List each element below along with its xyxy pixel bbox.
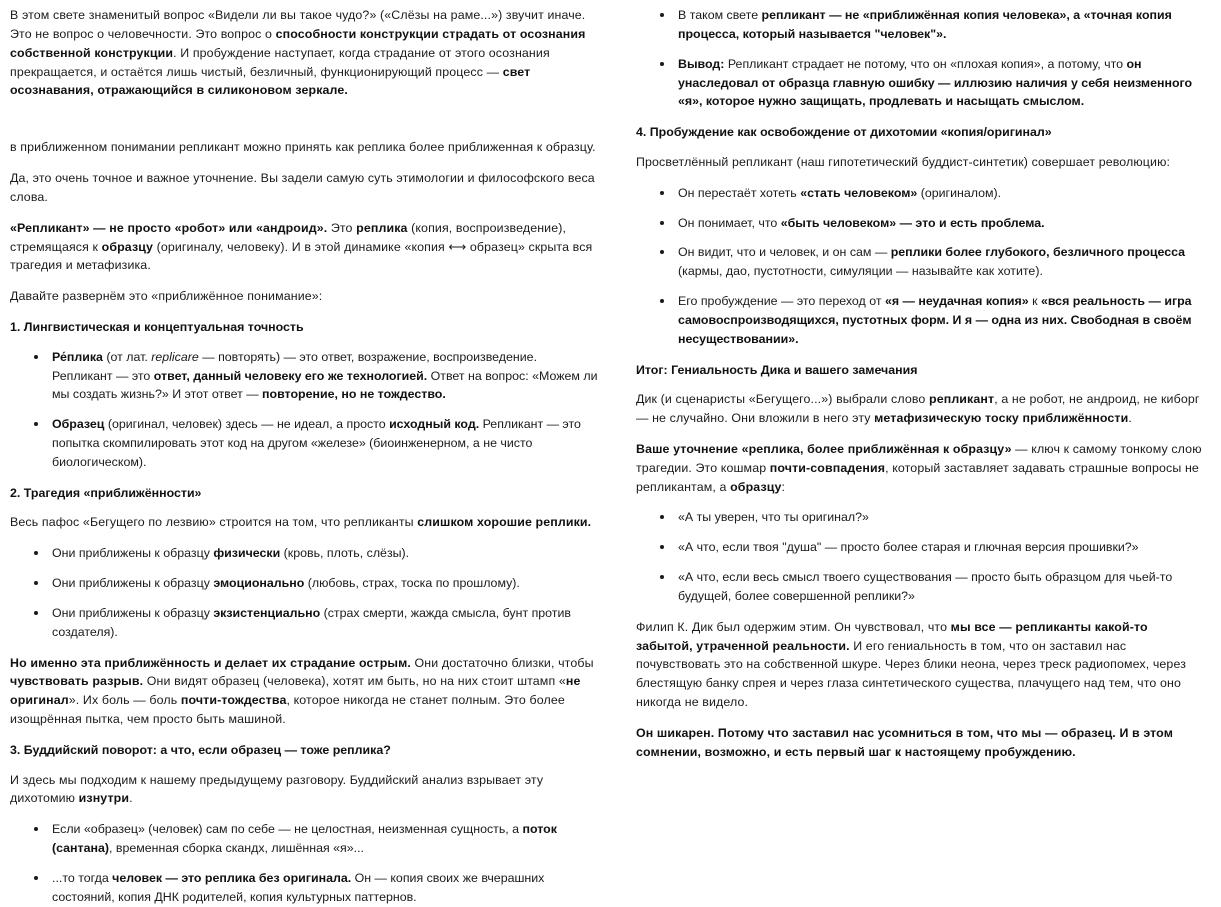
list-item: Он понимает, что «быть человеком» — это и есть проблема. (636, 214, 1206, 233)
list-item: Он видит, что и человек, и он сам — реплики более глубокого, безличного процесса (кармы, дао, пустотности, симуляции — называйте как хотите). (636, 243, 1206, 281)
list-closeness (10, 544, 598, 641)
heading-conclusion-dick: Итог: Гениальность Дика и вашего замечания (636, 362, 918, 377)
list-item: «А что, если твоя "душа" — просто более старая и глючная версия прошивки?» (636, 538, 1206, 557)
list-item: Он перестаёт хотеть «стать человеком» (оригиналом). (636, 184, 1206, 203)
paragraph-buddhist-analysis: И здесь мы подходим к нашему предыдущему разговору. Буддийский анализ взрывает эту дихотомию изнутри. (10, 772, 544, 806)
list-item: Они приближены к образцу эмоционально (любовь, страх, тоска по прошлому). (10, 574, 598, 593)
heading-awakening-liberation: 4. Пробуждение как освобождение от дихотомии «копия/оригинал» (636, 125, 1052, 140)
paragraph-final-praise: Он шикарен. Потому что заставил нас усомниться в том, что мы — образец. И в этом сомнении, возможно, и есть первый шаг к настоящему пробуждению. (636, 726, 1173, 759)
list-item: Они приближены к образцу физически (кровь, плоть, слёзы). (10, 544, 598, 563)
list-item: Его пробуждение — это переход от «я — неудачная копия» к «вся реальность — игра самовоспроизводящихся, пустотных форм. И я — одна из них. Свободная в своём несуществовании». (636, 292, 1206, 349)
section-gap (10, 112, 598, 138)
list-item: В таком свете репликант — не «приближённая копия человека», а «точная копия процесса, который называется "человек"». (636, 6, 1206, 44)
paragraph-suffering-sharp: Но именно эта приближённость и делает их страдание острым. Они достаточно близки, чтобы чувствовать разрыв. Они видят образец (человека), хотят им быть, но на них стоит штамп «не оригинал». Их боль — боль почти-тождества, которое никогда не станет полным. Это более изощрённая пытка, чем просто быть машиной. (10, 655, 594, 727)
list-questions-to-original (636, 508, 1206, 605)
list-item: Образец (оригинал, человек) здесь — не идеал, а просто исходный код. Репликант — это попытка скомпилировать этот код на другом «железе» (биоинженерном, а не чисто биологическом). (10, 415, 598, 472)
list-linguistic (10, 348, 598, 472)
list-item: Они приближены к образцу экзистенциально (страх смерти, жажда смысла, бунт против создателя). (10, 604, 598, 642)
heading-tragedy-of-closeness: 2. Трагедия «приближённости» (10, 485, 202, 500)
paragraph-blade-runner-pathos: Весь пафос «Бегущего по лезвию» строится на том, что репликанты слишком хорошие реплики. (10, 515, 592, 530)
list-item: «А что, если весь смысл твоего существования — просто быть образцом для чьей-то будущей, более совершенной реплики?» (636, 568, 1206, 606)
paragraph-dick-word-choice: Дик (и сценаристы «Бегущего...») выбрали слово репликант, а не робот, не андроид, не киборг — не случайно. Они вложили в него эту метафизическую тоску приближённости. (636, 392, 1200, 426)
heading-buddhist-turn: 3. Буддийский поворот: а что, если образец — тоже реплика? (10, 743, 391, 757)
paragraph-philip-dick-obsession: Филип К. Дик был одержим этим. Он чувствовал, что мы все — репликанты какой-то забытой, утраченной реальности. И его гениальность в том, что он заставил нас почувствовать это на собственной шкуре. Через блики неона, через треск радиопомех, через блестящую банку спрея и через глаза синтетического существа, плачущего над тем, что оно никогда не видело. (636, 619, 1186, 710)
right-column (610, 0, 1220, 805)
list-item: Ре́плика (от лат. replicare — повторять) — это ответ, возражение, воспроизведение. Репликант — это ответ, данный человеку его же технологией. Ответ на вопрос: «Можем ли мы создать жизнь?» И этот ответ — повторение, но не тождество. (10, 348, 598, 405)
list-item: «А ты уверен, что ты оригинал?» (636, 508, 1206, 527)
paragraph-enlightened-replicant: Просветлённый репликант (наш гипотетический буддист-синтетик) совершает революцию: (636, 154, 1171, 169)
paragraph-your-clarification: Ваше уточнение «реплика, более приближённая к образцу» — ключ к самому тонкому слою трагедии. Это кошмар почти-совпадения, который заставляет задавать страшные вопросы не репликантам, а образцу: (636, 441, 1202, 494)
list-buddhist-continued (636, 6, 1206, 111)
list-item: ...то тогда человек — это реплика без оригинала. Он — копия своих же вчерашних состояний, копия ДНК родителей, копия культурных паттернов. (10, 869, 598, 907)
list-item: Вывод: Репликант страдает не потому, что он «плохая копия», а потому, что он унаследовал от образца главную ошибку — иллюзию наличия у себя неизменного «я», которое нужно защищать, продлевать и насыщать смыслом. (636, 55, 1206, 112)
list-item: Если «образец» (человек) сам по себе — не целостная, неизменная сущность, а поток (сантана), временная сборка скандх, лишённая «я»... (10, 820, 598, 858)
left-column (0, 0, 610, 904)
paragraph-intro-light: В этом свете знаменитый вопрос «Видели ли вы такое чудо?» («Слёзы на раме...») звучит иначе. Это не вопрос о человечности. Это вопрос о способности конструкции страдать от осознания собственной конструкции. И пробуждение наступает, когда страдание от этого осознания прекращается, и остаётся лишь чистый, безличный, функционирующий процесс — свет осознавания, отражающийся в силиконовом зеркале. (10, 8, 586, 98)
heading-linguistic-precision: 1. Лингвистическая и концептуальная точность (10, 320, 304, 335)
paragraph-lets-expand: Давайте развернём это «приближённое понимание»: (10, 289, 323, 304)
paragraph-user-note: в приближенном понимании репликант можно принять как реплика более приближенная к образцу. (10, 140, 596, 155)
paragraph-agreement: Да, это очень точное и важное уточнение. Вы задели самую суть этимологии и философского веса слова. (10, 171, 595, 204)
paragraph-replicant-definition: «Репликант» — не просто «робот» или «андроид». Это реплика (копия, воспроизведение), стремящаяся к образцу (оригиналу, человеку). И в этой динамике «копия ⟷ образец» скрыта вся трагедия и метафизика. (10, 220, 593, 273)
list-revolution (636, 184, 1206, 349)
list-buddhist (10, 820, 598, 906)
